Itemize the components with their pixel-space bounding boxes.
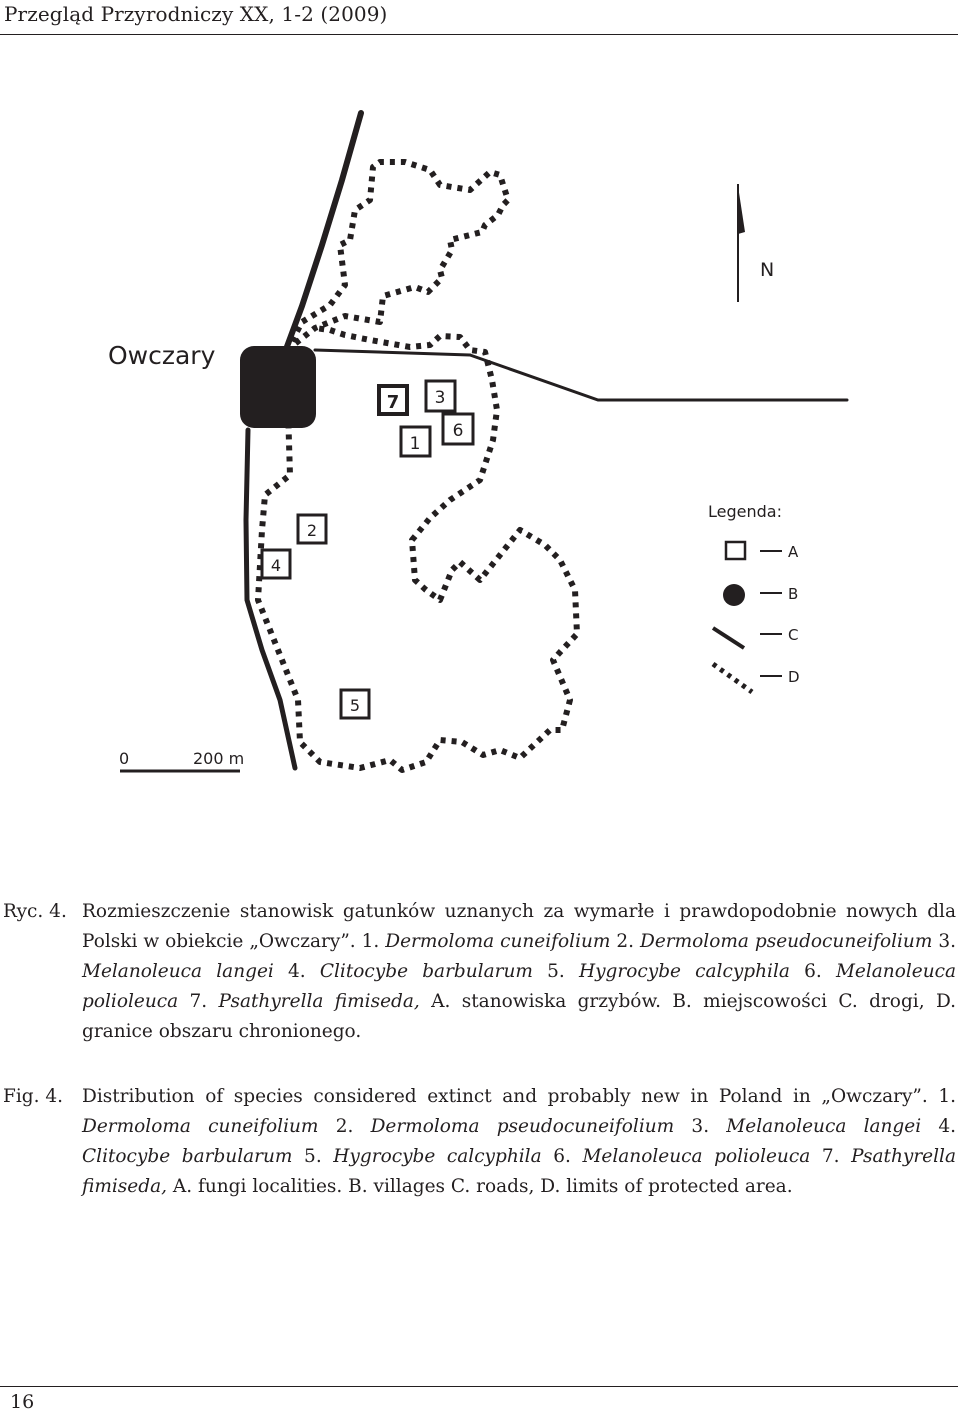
north-arrow-icon (738, 184, 745, 302)
scale-start: 0 (119, 749, 130, 768)
species-name: Clitocybe barbularum (82, 1146, 293, 1167)
running-header: Przegląd Przyrodniczy XX, 1-2 (2009) (4, 2, 388, 26)
species-name: Melanoleuca polioleuca (82, 961, 957, 1012)
legend-item-a (726, 542, 799, 561)
footer-rule (0, 1386, 958, 1387)
svg-text:C: C (788, 626, 799, 644)
legend-item-d (713, 664, 800, 692)
svg-text:2: 2 (306, 521, 318, 540)
svg-text:B: B (788, 585, 799, 603)
page-number: 16 (10, 1391, 35, 1413)
north-label: N (760, 259, 775, 281)
caption-label: Ryc. 4. (3, 901, 67, 922)
species-name: Hygrocybe calcyphila (578, 961, 790, 982)
svg-text:1: 1 (409, 434, 421, 454)
species-name: Melanoleuca langei (82, 961, 274, 982)
road-east-2 (470, 355, 847, 400)
caption-fragment: 3. (674, 1116, 727, 1137)
caption-fragment: 5. (292, 1146, 334, 1167)
species-name: Melanoleuca polioleuca (582, 1146, 811, 1167)
site-4 (262, 550, 290, 578)
caption-label: Fig. 4. (3, 1086, 64, 1107)
caption-fragment: 4. (921, 1116, 956, 1137)
species-name: Clitocybe barbularum (319, 961, 533, 982)
village-label: Owczary (108, 341, 216, 370)
svg-text:D: D (788, 668, 800, 686)
scale-end: 200 m (193, 749, 245, 768)
caption-fragment: 2. (610, 931, 640, 952)
road-east (315, 350, 470, 355)
caption-fragment: 5. (532, 961, 579, 982)
svg-text:3: 3 (434, 388, 446, 408)
site-3 (426, 381, 455, 411)
species-name: Dermoloma pseudocuneifolium (370, 1116, 675, 1137)
caption-text (82, 1082, 956, 1202)
site-2 (298, 515, 326, 543)
species-name: Hygrocybe calcyphila (333, 1146, 542, 1167)
caption-fragment: A. fungi localities. B. villages C. roads, D. limits of protected area. (167, 1176, 793, 1197)
species-name: Psathyrella fimiseda, (218, 991, 420, 1012)
caption-fragment: 6. (541, 1146, 583, 1167)
legend-title: Legenda: (708, 502, 782, 521)
svg-text:5: 5 (349, 696, 361, 715)
caption-fragment: 4. (273, 961, 320, 982)
species-name: Dermoloma cuneifolium (385, 931, 611, 952)
species-name: Psathyrella fimiseda, (82, 1146, 956, 1197)
site-5 (341, 690, 369, 718)
caption-fragment: 7. (178, 991, 219, 1012)
roads (246, 113, 847, 768)
caption-fragment: Rozmieszczenie stanowisk gatunków uznanych za wymarłe i prawdopodobnie nowych dla Polski w obiekcie „Owczary”. 1. (82, 901, 956, 952)
site-7 (379, 386, 407, 414)
species-name: Melanoleuca langei (726, 1116, 922, 1137)
species-name: Dermoloma cuneifolium (82, 1116, 319, 1137)
caption-text (82, 897, 956, 1047)
svg-text:A: A (788, 543, 799, 561)
figure-caption-polish (0, 897, 960, 1047)
svg-text:6: 6 (452, 421, 464, 441)
svg-text:7: 7 (386, 392, 400, 413)
legend-item-b (723, 584, 798, 606)
road-north (285, 113, 361, 352)
caption-fragment: 6. (789, 961, 836, 982)
protected-area-boundary (258, 162, 577, 770)
species-name: Dermoloma pseudocuneifolium (640, 931, 933, 952)
caption-fragment: Distribution of species considered extinct and probably new in Poland in „Owczary”. 1. (82, 1086, 956, 1107)
caption-fragment: A. stanowiska grzybów. B. miejscowości C. drogi, D. granice obszaru chronionego. (82, 991, 956, 1042)
legend-item-c (713, 626, 798, 648)
figure-caption-english (0, 1082, 960, 1202)
site-6 (443, 414, 473, 444)
caption-fragment: 3. (932, 931, 956, 952)
village-marker (240, 346, 316, 428)
caption-fragment: 2. (318, 1116, 371, 1137)
caption-fragment: 7. (810, 1146, 852, 1167)
svg-text:4: 4 (270, 556, 282, 575)
site-1 (401, 427, 430, 456)
scale-bar (119, 749, 244, 771)
